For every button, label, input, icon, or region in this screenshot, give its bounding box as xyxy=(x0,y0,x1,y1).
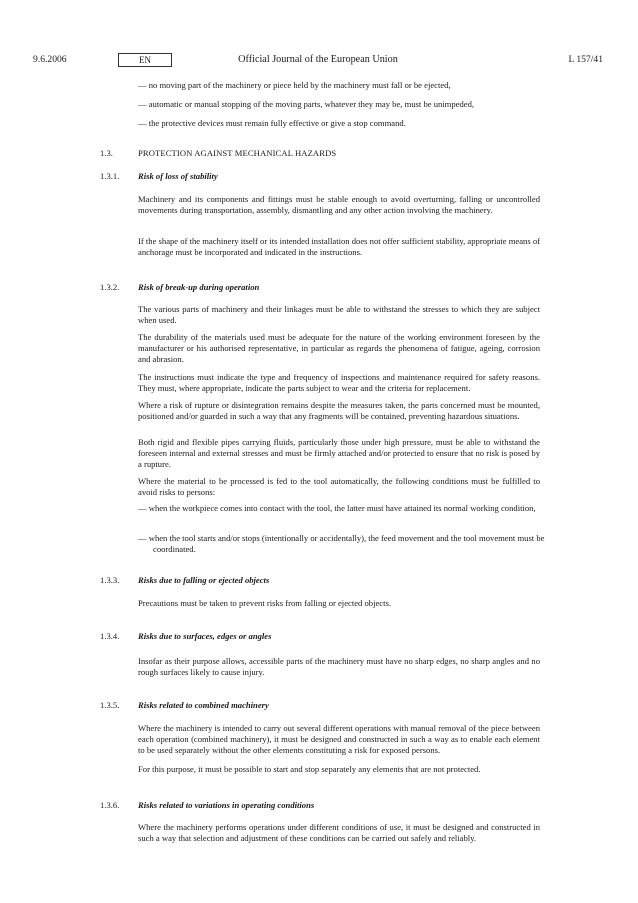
list-item: — the protective devices must remain fully effective or give a stop command. xyxy=(138,118,406,128)
section-heading: Risk of loss of stability xyxy=(138,171,218,181)
paragraph: Both rigid and flexible pipes carrying fluids, particularly those under high pressure, must be able to withstand the foreseen internal and external stresses and must be firmly attached and/or protected to ensure that no risk is posed by a rupture. xyxy=(138,437,540,470)
section-number: 1.3. xyxy=(100,148,113,158)
paragraph: Where a risk of rupture or disintegration remains despite the measures taken, the parts concerned must be mounted, positioned and/or guarded in such a way that any fragments will be contained, preventing hazardous situations. xyxy=(138,400,540,422)
page-number: L 157/41 xyxy=(568,54,603,65)
section-heading: PROTECTION AGAINST MECHANICAL HAZARDS xyxy=(138,148,337,158)
paragraph: Where the machinery is intended to carry out several different operations with manual removal of the piece between each operation (combined machinery), it must be designed and constructed in such a way as to enable each element to be used separately without the other elements constituting a risk for exposed persons. xyxy=(138,723,540,756)
list-item: — automatic or manual stopping of the moving parts, whatever they may be, must be unimpeded, xyxy=(138,99,475,109)
paragraph: The instructions must indicate the type and frequency of inspections and maintenance required for safety reasons. They must, where appropriate, indicate the parts subject to wear and the criteria for replacement. xyxy=(138,372,540,394)
paragraph: Insofar as their purpose allows, accessible parts of the machinery must have no sharp edges, no sharp angles and no rough surfaces likely to cause injury. xyxy=(138,656,540,678)
paragraph: The various parts of machinery and their linkages must be able to withstand the stresses to which they are subject when used. xyxy=(138,304,540,326)
paragraph: If the shape of the machinery itself or its intended installation does not offer sufficient stability, appropriate means of anchorage must be incorporated and indicated in the instructions. xyxy=(138,236,540,258)
publication-date: 9.6.2006 xyxy=(33,54,67,65)
section-heading: Risks due to falling or ejected objects xyxy=(138,575,270,585)
section-number: 1.3.4. xyxy=(100,631,120,641)
paragraph: Machinery and its components and fittings must be stable enough to avoid overturning, falling or uncontrolled movements during transportation, assembly, dismantling and any other action involving the machinery. xyxy=(138,194,540,216)
section-number: 1.3.1. xyxy=(100,171,120,181)
section-number: 1.3.6. xyxy=(100,800,120,810)
section-number: 1.3.3. xyxy=(100,575,120,585)
page-header xyxy=(33,54,603,68)
section-number: 1.3.2. xyxy=(100,282,120,292)
list-item: — when the tool starts and/or stops (intentionally or accidentally), the feed movement and the tool movement must be coordinated. xyxy=(138,533,545,555)
section-heading: Risks related to variations in operating conditions xyxy=(138,800,315,810)
list-item: — no moving part of the machinery or piece held by the machinery must fall or be ejected, xyxy=(138,80,451,90)
section-heading: Risks due to surfaces, edges or angles xyxy=(138,631,272,641)
language-badge: EN xyxy=(118,53,172,67)
paragraph: Where the material to be processed is fed to the tool automatically, the following conditions must be fulfilled to avoid risks to persons: xyxy=(138,476,540,498)
paragraph: The durability of the materials used must be adequate for the nature of the working environment foreseen by the manufacturer or his authorised representative, in particular as regards the phenomena of fatigue, ageing, corrosion and abrasion. xyxy=(138,332,540,365)
section-number: 1.3.5. xyxy=(100,700,120,710)
section-heading: Risk of break-up during operation xyxy=(138,282,260,292)
paragraph: Where the machinery performs operations under different conditions of use, it must be designed and constructed in such a way that selection and adjustment of these conditions can be carried out safely and reliably. xyxy=(138,822,540,844)
list-item: — when the workpiece comes into contact with the tool, the latter must have attained its normal working condition, xyxy=(138,503,536,513)
journal-title: Official Journal of the European Union xyxy=(238,54,398,65)
paragraph: Precautions must be taken to prevent risks from falling or ejected objects. xyxy=(138,598,391,608)
paragraph: For this purpose, it must be possible to start and stop separately any elements that are not protected. xyxy=(138,764,481,774)
section-heading: Risks related to combined machinery xyxy=(138,700,269,710)
